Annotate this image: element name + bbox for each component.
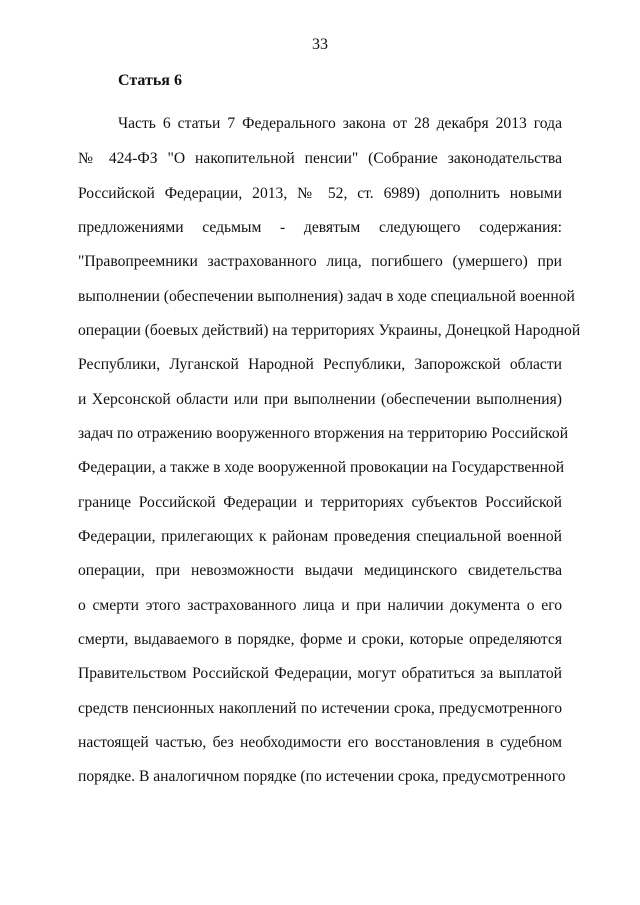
text-line: выполнении (обеспечении выполнения) задач в ходе специальной военной bbox=[78, 288, 575, 305]
text-line: Правительством Российской Федерации, могут обратиться за выплатой bbox=[78, 665, 562, 682]
text-line: о смерти этого застрахованного лица и при наличии документа о его bbox=[78, 597, 562, 614]
text-line: "Правопреемники застрахованного лица, погибшего (умершего) при bbox=[78, 253, 562, 270]
article-heading: Статья 6 bbox=[118, 72, 182, 89]
text-line: Часть 6 статьи 7 Федерального закона от 28 декабря 2013 года bbox=[118, 115, 562, 132]
text-line: границе Российской Федерации и территориях субъектов Российской bbox=[78, 494, 562, 511]
text-line: № 424-ФЗ "О накопительной пенсии" (Собрание законодательства bbox=[78, 150, 562, 167]
text-line: настоящей частью, без необходимости его восстановления в судебном bbox=[78, 734, 562, 751]
text-line: операции (боевых действий) на территориях Украины, Донецкой Народной bbox=[78, 322, 581, 339]
text-line: операции, при невозможности выдачи медицинского свидетельства bbox=[78, 562, 562, 579]
text-line: Республики, Луганской Народной Республики, Запорожской области bbox=[78, 356, 562, 373]
text-line: Российской Федерации, 2013, № 52, ст. 6989) дополнить новыми bbox=[78, 185, 562, 202]
text-line: задач по отражению вооруженного вторжения на территорию Российской bbox=[78, 425, 569, 442]
text-line: средств пенсионных накоплений по истечении срока, предусмотренного bbox=[78, 700, 562, 717]
text-line: смерти, выдаваемого в порядке, форме и сроки, которые определяются bbox=[78, 631, 562, 648]
text-line: Федерации, а также в ходе вооруженной провокации на Государственной bbox=[78, 459, 565, 476]
text-line: и Херсонской области или при выполнении (обеспечении выполнения) bbox=[78, 391, 562, 408]
text-line: порядке. В аналогичном порядке (по истечении срока, предусмотренного bbox=[78, 768, 566, 785]
text-line: предложениями седьмым - девятым следующего содержания: bbox=[78, 219, 562, 236]
text-line: Федерации, прилегающих к районам проведения специальной военной bbox=[78, 528, 562, 545]
page-number: 33 bbox=[312, 36, 328, 53]
